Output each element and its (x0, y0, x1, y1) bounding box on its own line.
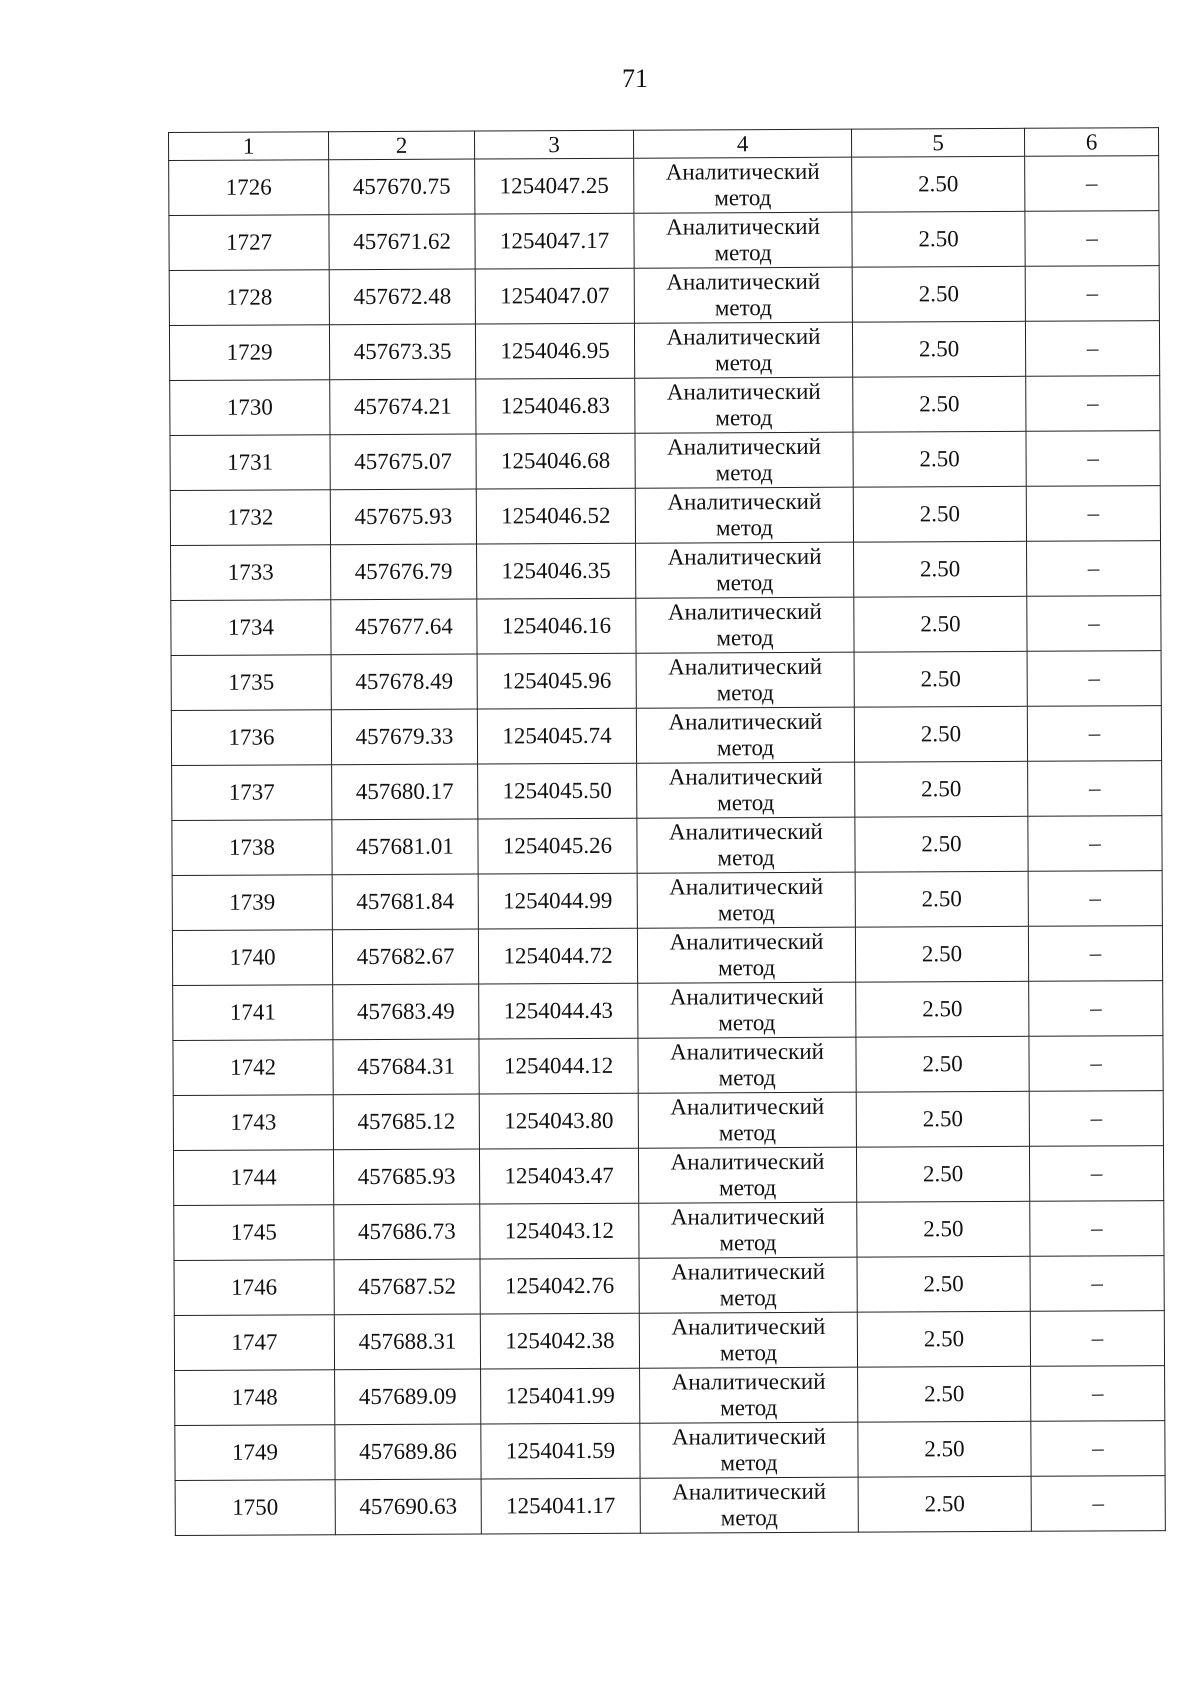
note-cell: – (1030, 1311, 1164, 1367)
coordinates-table (168, 127, 1166, 1536)
note-cell: – (1026, 486, 1160, 542)
accuracy-cell: 2.50 (858, 1421, 1031, 1477)
table-row (172, 926, 1162, 986)
x-coordinate-cell: 457688.31 (334, 1314, 480, 1370)
x-coordinate-cell: 457677.64 (331, 599, 477, 655)
x-coordinate-cell: 457672.48 (329, 269, 475, 325)
method-cell (635, 432, 853, 488)
accuracy-cell: 2.50 (858, 1476, 1031, 1532)
point-number-cell: 1734 (171, 600, 331, 656)
accuracy-cell: 2.50 (853, 486, 1026, 542)
point-number-cell: 1728 (169, 270, 329, 326)
method-line-1: Аналитический (669, 983, 824, 1010)
accuracy-cell: 2.50 (856, 1091, 1029, 1147)
accuracy-cell: 2.50 (852, 266, 1025, 322)
method-line-2: метод (716, 680, 774, 706)
y-coordinate-cell: 1254046.16 (477, 598, 636, 654)
table-row (174, 1311, 1164, 1371)
y-coordinate-cell: 1254046.35 (477, 543, 636, 599)
y-coordinate-cell: 1254045.74 (477, 708, 636, 764)
x-coordinate-cell: 457675.93 (330, 489, 476, 545)
point-number-cell: 1735 (171, 655, 331, 711)
table-row (175, 1476, 1165, 1536)
method-line-2: метод (717, 955, 776, 981)
note-cell: – (1029, 1091, 1163, 1147)
note-cell: – (1026, 431, 1160, 487)
method-cell (637, 927, 855, 983)
method-line-1: Аналитический (668, 763, 823, 790)
method-line-2: метод (716, 735, 775, 761)
point-number-cell: 1727 (169, 215, 329, 271)
header-cell-1: 1 (169, 132, 329, 161)
method-cell (636, 597, 854, 653)
method-cell (640, 1477, 858, 1533)
note-cell: – (1027, 541, 1161, 597)
accuracy-cell: 2.50 (855, 816, 1028, 872)
method-line-2: метод (718, 1010, 776, 1036)
header-cell-5: 5 (851, 128, 1024, 157)
y-coordinate-cell: 1254044.99 (478, 873, 637, 929)
method-line-2: метод (714, 240, 772, 266)
table-row (173, 981, 1163, 1041)
point-number-cell: 1750 (175, 1480, 335, 1536)
y-coordinate-cell: 1254043.12 (480, 1203, 639, 1259)
table-row (174, 1201, 1164, 1261)
table-row (169, 266, 1159, 326)
y-coordinate-cell: 1254044.12 (479, 1038, 638, 1094)
header-cell-4: 4 (633, 129, 851, 158)
y-coordinate-cell: 1254043.47 (479, 1148, 638, 1204)
y-coordinate-cell: 1254041.17 (481, 1478, 640, 1534)
table-row (171, 706, 1161, 766)
note-cell: – (1030, 1256, 1164, 1312)
note-cell: – (1031, 1421, 1165, 1477)
note-cell: – (1030, 1201, 1164, 1257)
method-cell (640, 1367, 858, 1423)
point-number-cell: 1749 (175, 1425, 335, 1481)
note-cell: – (1025, 211, 1159, 267)
point-number-cell: 1748 (175, 1370, 335, 1426)
point-number-cell: 1733 (171, 545, 331, 601)
method-cell (635, 487, 853, 543)
point-number-cell: 1744 (173, 1150, 333, 1206)
accuracy-cell: 2.50 (854, 651, 1027, 707)
method-cell (637, 817, 855, 873)
table-body (169, 156, 1166, 1536)
header-cell-2: 2 (329, 131, 475, 160)
method-line-2: метод (717, 790, 775, 816)
method-line-1: Аналитический (668, 818, 823, 845)
method-cell (638, 982, 856, 1038)
point-number-cell: 1742 (173, 1040, 333, 1096)
x-coordinate-cell: 457675.07 (330, 434, 476, 490)
y-coordinate-cell: 1254045.96 (477, 653, 636, 709)
x-coordinate-cell: 457680.17 (332, 764, 478, 820)
accuracy-cell: 2.50 (852, 321, 1025, 377)
method-line-2: метод (718, 1120, 776, 1146)
y-coordinate-cell: 1254046.95 (475, 323, 634, 379)
method-line-2: метод (714, 185, 772, 211)
method-line-1: Аналитический (668, 653, 823, 680)
y-coordinate-cell: 1254044.43 (479, 983, 638, 1039)
x-coordinate-cell: 457682.67 (332, 929, 478, 985)
method-line-2: метод (717, 900, 775, 926)
y-coordinate-cell: 1254043.80 (479, 1093, 638, 1149)
x-coordinate-cell: 457674.21 (330, 379, 476, 435)
x-coordinate-cell: 457679.33 (331, 709, 477, 765)
table-row (172, 761, 1162, 821)
note-cell: – (1028, 816, 1162, 872)
point-number-cell: 1745 (174, 1205, 334, 1261)
point-number-cell: 1731 (170, 435, 330, 491)
header-cell-6: 6 (1024, 128, 1158, 157)
x-coordinate-cell: 457689.86 (335, 1424, 481, 1480)
note-cell: – (1027, 651, 1161, 707)
note-cell: – (1028, 761, 1162, 817)
method-line-1: Аналитический (669, 873, 824, 900)
method-cell (638, 1147, 856, 1203)
method-line-2: метод (715, 350, 773, 376)
note-cell: – (1025, 266, 1159, 322)
method-cell (639, 1312, 857, 1368)
point-number-cell: 1729 (169, 325, 329, 381)
note-cell: – (1031, 1476, 1165, 1532)
accuracy-cell: 2.50 (854, 596, 1027, 652)
note-cell: – (1029, 981, 1163, 1037)
method-line-2: метод (715, 515, 774, 541)
method-line-1: Аналитический (667, 488, 822, 515)
table-row (170, 431, 1160, 491)
method-line-2: метод (720, 1505, 778, 1531)
accuracy-cell: 2.50 (857, 1311, 1030, 1367)
method-line-1: Аналитический (666, 268, 821, 295)
accuracy-cell: 2.50 (853, 431, 1026, 487)
y-coordinate-cell: 1254041.99 (481, 1368, 640, 1424)
y-coordinate-cell: 1254047.25 (475, 158, 634, 214)
method-line-2: метод (720, 1395, 778, 1421)
note-cell: – (1028, 926, 1162, 982)
accuracy-cell: 2.50 (858, 1366, 1031, 1422)
method-line-1: Аналитический (667, 543, 822, 570)
method-line-2: метод (716, 625, 774, 651)
method-line-1: Аналитический (671, 1313, 826, 1340)
method-line-1: Аналитический (666, 378, 821, 405)
accuracy-cell: 2.50 (853, 376, 1026, 432)
method-cell (637, 762, 855, 818)
point-number-cell: 1739 (172, 875, 332, 931)
point-number-cell: 1747 (174, 1315, 334, 1371)
method-line-1: Аналитический (667, 433, 822, 460)
method-cell (634, 322, 852, 378)
note-cell: – (1025, 156, 1159, 212)
x-coordinate-cell: 457681.84 (332, 874, 478, 930)
accuracy-cell: 2.50 (856, 981, 1029, 1037)
x-coordinate-cell: 457671.62 (329, 214, 475, 270)
accuracy-cell: 2.50 (854, 706, 1027, 762)
accuracy-cell: 2.50 (856, 1036, 1029, 1092)
y-coordinate-cell: 1254041.59 (481, 1423, 640, 1479)
method-cell (640, 1422, 858, 1478)
x-coordinate-cell: 457686.73 (334, 1204, 480, 1260)
x-coordinate-cell: 457683.49 (333, 984, 479, 1040)
method-cell (639, 1257, 857, 1313)
method-line-1: Аналитический (672, 1478, 827, 1505)
x-coordinate-cell: 457687.52 (334, 1259, 480, 1315)
accuracy-cell: 2.50 (857, 1201, 1030, 1257)
x-coordinate-cell: 457676.79 (331, 544, 477, 600)
table-row (170, 376, 1160, 436)
accuracy-cell: 2.50 (852, 156, 1025, 212)
method-cell (638, 1037, 856, 1093)
accuracy-cell: 2.50 (855, 761, 1028, 817)
accuracy-cell: 2.50 (856, 1146, 1029, 1202)
y-coordinate-cell: 1254044.72 (478, 928, 637, 984)
method-line-2: метод (718, 1065, 776, 1091)
method-line-2: метод (719, 1175, 777, 1201)
point-number-cell: 1743 (173, 1095, 333, 1151)
table-row (173, 1091, 1163, 1151)
method-line-1: Аналитический (671, 1423, 826, 1450)
y-coordinate-cell: 1254046.68 (476, 433, 635, 489)
accuracy-cell: 2.50 (855, 926, 1028, 982)
x-coordinate-cell: 457670.75 (329, 159, 475, 215)
method-line-1: Аналитический (669, 928, 824, 955)
page-number: 71 (622, 64, 648, 93)
table-row (175, 1421, 1165, 1481)
y-coordinate-cell: 1254046.52 (476, 488, 635, 544)
accuracy-cell: 2.50 (852, 211, 1025, 267)
note-cell: – (1028, 871, 1162, 927)
method-line-1: Аналитический (670, 1148, 825, 1175)
point-number-cell: 1730 (170, 380, 330, 436)
method-cell (636, 707, 854, 763)
y-coordinate-cell: 1254045.26 (478, 818, 637, 874)
table-row (171, 541, 1161, 601)
method-line-1: Аналитический (668, 708, 823, 735)
y-coordinate-cell: 1254047.07 (475, 268, 634, 324)
note-cell: – (1026, 376, 1160, 432)
table-row (172, 871, 1162, 931)
y-coordinate-cell: 1254047.17 (475, 213, 634, 269)
method-cell (634, 157, 852, 213)
method-cell (636, 542, 854, 598)
note-cell: – (1029, 1146, 1163, 1202)
table-row (169, 156, 1159, 216)
table-row (169, 321, 1159, 381)
method-line-1: Аналитический (670, 1093, 825, 1120)
method-line-2: метод (716, 570, 774, 596)
method-cell (635, 377, 853, 433)
x-coordinate-cell: 457681.01 (332, 819, 478, 875)
method-line-2: метод (719, 1340, 778, 1366)
note-cell: – (1031, 1366, 1165, 1422)
point-number-cell: 1741 (173, 985, 333, 1041)
point-number-cell: 1732 (170, 490, 330, 546)
method-line-1: Аналитический (670, 1038, 824, 1065)
table-row (171, 651, 1161, 711)
method-line-1: Аналитический (665, 158, 820, 185)
note-cell: – (1027, 596, 1161, 652)
y-coordinate-cell: 1254042.76 (480, 1258, 639, 1314)
method-line-2: метод (719, 1230, 777, 1256)
method-line-2: метод (715, 405, 773, 431)
method-line-2: метод (720, 1450, 778, 1476)
method-line-1: Аналитический (670, 1203, 825, 1230)
accuracy-cell: 2.50 (857, 1256, 1030, 1312)
method-cell (634, 212, 852, 268)
method-line-1: Аналитический (665, 213, 820, 240)
method-line-2: метод (714, 295, 772, 321)
method-line-1: Аналитический (667, 598, 822, 625)
table-row (174, 1256, 1164, 1316)
method-line-2: метод (715, 460, 773, 486)
note-cell: – (1025, 321, 1159, 377)
method-cell (634, 267, 852, 323)
y-coordinate-cell: 1254042.38 (480, 1313, 639, 1369)
method-line-1: Аналитический (671, 1368, 826, 1395)
x-coordinate-cell: 457684.31 (333, 1039, 479, 1095)
method-cell (636, 652, 854, 708)
x-coordinate-cell: 457673.35 (329, 324, 475, 380)
x-coordinate-cell: 457685.93 (333, 1149, 479, 1205)
method-cell (638, 1092, 856, 1148)
note-cell: – (1027, 706, 1161, 762)
note-cell: – (1029, 1036, 1163, 1092)
method-line-1: Аналитический (671, 1258, 826, 1285)
y-coordinate-cell: 1254046.83 (476, 378, 635, 434)
header-cell-3: 3 (474, 130, 633, 159)
point-number-cell: 1746 (174, 1260, 334, 1316)
table-row (173, 1146, 1163, 1206)
x-coordinate-cell: 457685.12 (333, 1094, 479, 1150)
table-row (175, 1366, 1165, 1426)
y-coordinate-cell: 1254045.50 (478, 763, 637, 819)
x-coordinate-cell: 457689.09 (335, 1369, 481, 1425)
method-line-2: метод (717, 845, 775, 871)
table-row (171, 596, 1161, 656)
table-row (173, 1036, 1163, 1096)
method-line-1: Аналитический (666, 323, 821, 350)
table-row (172, 816, 1162, 876)
method-cell (639, 1202, 857, 1258)
accuracy-cell: 2.50 (855, 871, 1028, 927)
method-cell (637, 872, 855, 928)
point-number-cell: 1737 (172, 765, 332, 821)
x-coordinate-cell: 457678.49 (331, 654, 477, 710)
point-number-cell: 1738 (172, 820, 332, 876)
point-number-cell: 1726 (169, 160, 329, 216)
point-number-cell: 1740 (172, 930, 332, 986)
table-row (170, 486, 1160, 546)
table-row (169, 211, 1159, 271)
accuracy-cell: 2.50 (854, 541, 1027, 597)
method-line-2: метод (719, 1285, 777, 1311)
point-number-cell: 1736 (171, 710, 331, 766)
x-coordinate-cell: 457690.63 (335, 1479, 481, 1535)
